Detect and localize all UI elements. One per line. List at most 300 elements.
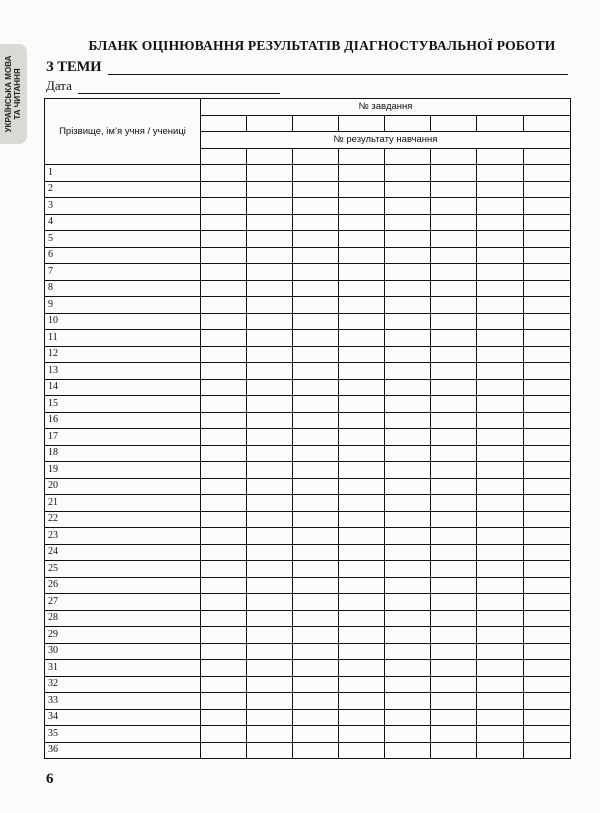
score-cell[interactable] [477,280,524,297]
student-name-cell[interactable] [45,214,201,231]
score-cell[interactable] [477,660,524,677]
student-name-cell[interactable] [45,643,201,660]
score-cell[interactable] [201,346,247,363]
score-cell[interactable] [293,478,339,495]
score-cell[interactable] [524,742,571,759]
score-cell[interactable] [431,198,477,215]
score-cell[interactable] [201,544,247,561]
score-cell[interactable] [431,478,477,495]
score-cell[interactable] [293,445,339,462]
task-number-cell[interactable] [339,115,385,132]
score-cell[interactable] [339,742,385,759]
score-cell[interactable] [293,709,339,726]
score-cell[interactable] [477,709,524,726]
score-cell[interactable] [247,445,293,462]
score-cell[interactable] [477,693,524,710]
score-cell[interactable] [247,742,293,759]
score-cell[interactable] [293,214,339,231]
score-cell[interactable] [477,742,524,759]
score-cell[interactable] [431,363,477,380]
score-cell[interactable] [293,247,339,264]
score-cell[interactable] [339,495,385,512]
score-cell[interactable] [201,627,247,644]
score-cell[interactable] [431,726,477,743]
score-cell[interactable] [201,181,247,198]
score-cell[interactable] [339,643,385,660]
score-cell[interactable] [293,231,339,248]
score-cell[interactable] [385,726,431,743]
score-cell[interactable] [431,709,477,726]
score-cell[interactable] [477,495,524,512]
score-cell[interactable] [293,726,339,743]
task-number-cell[interactable] [431,115,477,132]
score-cell[interactable] [524,693,571,710]
result-number-cell[interactable] [477,148,524,165]
score-cell[interactable] [385,528,431,545]
score-cell[interactable] [477,643,524,660]
score-cell[interactable] [524,726,571,743]
result-number-cell[interactable] [247,148,293,165]
result-number-cell[interactable] [339,148,385,165]
score-cell[interactable] [385,627,431,644]
score-cell[interactable] [339,346,385,363]
score-cell[interactable] [385,264,431,281]
score-cell[interactable] [524,495,571,512]
student-name-cell[interactable] [45,412,201,429]
score-cell[interactable] [431,742,477,759]
student-name-cell[interactable] [45,346,201,363]
task-number-cell[interactable] [247,115,293,132]
score-cell[interactable] [293,198,339,215]
score-cell[interactable] [293,693,339,710]
score-cell[interactable] [431,627,477,644]
score-cell[interactable] [385,511,431,528]
score-cell[interactable] [431,660,477,677]
score-cell[interactable] [201,363,247,380]
score-cell[interactable] [293,264,339,281]
score-cell[interactable] [477,429,524,446]
score-cell[interactable] [477,594,524,611]
score-cell[interactable] [339,676,385,693]
score-cell[interactable] [431,247,477,264]
score-cell[interactable] [201,412,247,429]
student-name-cell[interactable] [45,511,201,528]
topic-field[interactable] [46,59,568,77]
score-cell[interactable] [385,610,431,627]
task-number-cell[interactable] [293,115,339,132]
score-cell[interactable] [339,396,385,413]
score-cell[interactable] [477,247,524,264]
score-cell[interactable] [247,214,293,231]
score-cell[interactable] [201,693,247,710]
score-cell[interactable] [431,297,477,314]
score-cell[interactable] [201,379,247,396]
score-cell[interactable] [201,280,247,297]
student-name-cell[interactable] [45,247,201,264]
score-cell[interactable] [431,577,477,594]
score-cell[interactable] [293,495,339,512]
score-cell[interactable] [293,363,339,380]
score-cell[interactable] [201,594,247,611]
score-cell[interactable] [477,264,524,281]
student-name-cell[interactable] [45,363,201,380]
score-cell[interactable] [247,676,293,693]
student-name-cell[interactable] [45,544,201,561]
date-field[interactable] [46,78,280,96]
score-cell[interactable] [524,346,571,363]
score-cell[interactable] [385,214,431,231]
score-cell[interactable] [339,627,385,644]
score-cell[interactable] [477,363,524,380]
score-cell[interactable] [247,693,293,710]
score-cell[interactable] [201,429,247,446]
score-cell[interactable] [477,445,524,462]
score-cell[interactable] [524,511,571,528]
score-cell[interactable] [477,181,524,198]
score-cell[interactable] [431,528,477,545]
score-cell[interactable] [293,742,339,759]
score-cell[interactable] [339,181,385,198]
score-cell[interactable] [247,412,293,429]
score-cell[interactable] [247,198,293,215]
score-cell[interactable] [247,429,293,446]
score-cell[interactable] [477,528,524,545]
student-name-cell[interactable] [45,709,201,726]
score-cell[interactable] [247,643,293,660]
score-cell[interactable] [477,330,524,347]
score-cell[interactable] [477,165,524,182]
score-cell[interactable] [201,330,247,347]
score-cell[interactable] [293,511,339,528]
score-cell[interactable] [524,627,571,644]
score-cell[interactable] [524,264,571,281]
score-cell[interactable] [339,247,385,264]
score-cell[interactable] [431,313,477,330]
score-cell[interactable] [247,363,293,380]
score-cell[interactable] [524,412,571,429]
score-cell[interactable] [201,528,247,545]
score-cell[interactable] [247,346,293,363]
score-cell[interactable] [293,297,339,314]
student-name-cell[interactable] [45,181,201,198]
score-cell[interactable] [247,610,293,627]
score-cell[interactable] [385,544,431,561]
score-cell[interactable] [339,462,385,479]
student-name-cell[interactable] [45,264,201,281]
student-name-cell[interactable] [45,594,201,611]
score-cell[interactable] [339,198,385,215]
task-number-cell[interactable] [385,115,431,132]
score-cell[interactable] [477,231,524,248]
student-name-cell[interactable] [45,231,201,248]
score-cell[interactable] [293,643,339,660]
score-cell[interactable] [524,643,571,660]
score-cell[interactable] [247,478,293,495]
score-cell[interactable] [339,330,385,347]
score-cell[interactable] [385,478,431,495]
score-cell[interactable] [201,231,247,248]
student-name-cell[interactable] [45,297,201,314]
result-number-cell[interactable] [293,148,339,165]
score-cell[interactable] [477,561,524,578]
score-cell[interactable] [247,726,293,743]
student-name-cell[interactable] [45,429,201,446]
score-cell[interactable] [339,544,385,561]
score-cell[interactable] [477,214,524,231]
score-cell[interactable] [385,594,431,611]
score-cell[interactable] [247,330,293,347]
score-cell[interactable] [247,561,293,578]
score-cell[interactable] [201,478,247,495]
score-cell[interactable] [247,528,293,545]
score-cell[interactable] [477,726,524,743]
score-cell[interactable] [293,594,339,611]
score-cell[interactable] [524,247,571,264]
score-cell[interactable] [339,709,385,726]
student-name-cell[interactable] [45,396,201,413]
score-cell[interactable] [247,396,293,413]
date-underline[interactable] [78,93,280,94]
score-cell[interactable] [339,610,385,627]
score-cell[interactable] [339,412,385,429]
student-name-cell[interactable] [45,165,201,182]
score-cell[interactable] [339,231,385,248]
score-cell[interactable] [477,544,524,561]
score-cell[interactable] [339,528,385,545]
score-cell[interactable] [431,511,477,528]
student-name-cell[interactable] [45,478,201,495]
score-cell[interactable] [524,297,571,314]
score-cell[interactable] [201,561,247,578]
score-cell[interactable] [247,313,293,330]
score-cell[interactable] [385,396,431,413]
student-name-cell[interactable] [45,198,201,215]
score-cell[interactable] [431,379,477,396]
score-cell[interactable] [431,561,477,578]
score-cell[interactable] [431,214,477,231]
score-cell[interactable] [385,363,431,380]
score-cell[interactable] [477,462,524,479]
score-cell[interactable] [247,709,293,726]
score-cell[interactable] [477,478,524,495]
student-name-cell[interactable] [45,693,201,710]
student-name-cell[interactable] [45,313,201,330]
score-cell[interactable] [477,511,524,528]
score-cell[interactable] [385,412,431,429]
score-cell[interactable] [293,330,339,347]
score-cell[interactable] [293,577,339,594]
score-cell[interactable] [524,445,571,462]
task-number-cell[interactable] [477,115,524,132]
student-name-cell[interactable] [45,742,201,759]
score-cell[interactable] [339,165,385,182]
score-cell[interactable] [524,594,571,611]
score-cell[interactable] [385,297,431,314]
score-cell[interactable] [201,462,247,479]
score-cell[interactable] [201,445,247,462]
result-number-cell[interactable] [431,148,477,165]
student-name-cell[interactable] [45,445,201,462]
task-number-cell[interactable] [524,115,571,132]
score-cell[interactable] [293,627,339,644]
score-cell[interactable] [431,231,477,248]
student-name-cell[interactable] [45,627,201,644]
score-cell[interactable] [477,379,524,396]
score-cell[interactable] [524,363,571,380]
score-cell[interactable] [247,660,293,677]
score-cell[interactable] [524,214,571,231]
score-cell[interactable] [431,462,477,479]
score-cell[interactable] [385,165,431,182]
score-cell[interactable] [339,363,385,380]
score-cell[interactable] [524,660,571,677]
student-name-cell[interactable] [45,330,201,347]
score-cell[interactable] [247,495,293,512]
score-cell[interactable] [385,495,431,512]
score-cell[interactable] [293,528,339,545]
score-cell[interactable] [247,165,293,182]
score-cell[interactable] [431,330,477,347]
score-cell[interactable] [247,627,293,644]
score-cell[interactable] [385,643,431,660]
score-cell[interactable] [431,544,477,561]
score-cell[interactable] [247,379,293,396]
score-cell[interactable] [385,247,431,264]
score-cell[interactable] [524,280,571,297]
score-cell[interactable] [524,478,571,495]
score-cell[interactable] [339,594,385,611]
score-cell[interactable] [339,313,385,330]
score-cell[interactable] [477,627,524,644]
score-cell[interactable] [293,280,339,297]
score-cell[interactable] [339,445,385,462]
student-name-cell[interactable] [45,726,201,743]
task-number-cell[interactable] [201,115,247,132]
score-cell[interactable] [293,561,339,578]
score-cell[interactable] [385,742,431,759]
score-cell[interactable] [339,660,385,677]
score-cell[interactable] [201,313,247,330]
score-cell[interactable] [293,313,339,330]
score-cell[interactable] [247,181,293,198]
score-cell[interactable] [293,544,339,561]
score-cell[interactable] [385,660,431,677]
score-cell[interactable] [293,412,339,429]
score-cell[interactable] [201,511,247,528]
score-cell[interactable] [339,297,385,314]
score-cell[interactable] [385,577,431,594]
score-cell[interactable] [477,610,524,627]
student-name-cell[interactable] [45,495,201,512]
student-name-cell[interactable] [45,528,201,545]
score-cell[interactable] [293,676,339,693]
score-cell[interactable] [339,577,385,594]
score-cell[interactable] [524,561,571,578]
score-cell[interactable] [247,280,293,297]
score-cell[interactable] [431,346,477,363]
score-cell[interactable] [293,379,339,396]
score-cell[interactable] [431,396,477,413]
student-name-cell[interactable] [45,280,201,297]
student-name-cell[interactable] [45,577,201,594]
score-cell[interactable] [477,198,524,215]
score-cell[interactable] [201,577,247,594]
score-cell[interactable] [201,198,247,215]
score-cell[interactable] [524,181,571,198]
score-cell[interactable] [524,379,571,396]
score-cell[interactable] [385,462,431,479]
score-cell[interactable] [293,396,339,413]
student-name-cell[interactable] [45,561,201,578]
score-cell[interactable] [385,693,431,710]
student-name-cell[interactable] [45,379,201,396]
score-cell[interactable] [247,544,293,561]
score-cell[interactable] [339,264,385,281]
score-cell[interactable] [524,709,571,726]
score-cell[interactable] [201,676,247,693]
score-cell[interactable] [385,561,431,578]
score-cell[interactable] [524,231,571,248]
score-cell[interactable] [293,181,339,198]
score-cell[interactable] [201,247,247,264]
student-name-cell[interactable] [45,462,201,479]
score-cell[interactable] [524,528,571,545]
score-cell[interactable] [339,726,385,743]
score-cell[interactable] [524,198,571,215]
score-cell[interactable] [201,660,247,677]
score-cell[interactable] [431,412,477,429]
score-cell[interactable] [524,462,571,479]
score-cell[interactable] [339,693,385,710]
score-cell[interactable] [201,264,247,281]
score-cell[interactable] [431,264,477,281]
score-cell[interactable] [385,181,431,198]
score-cell[interactable] [247,594,293,611]
score-cell[interactable] [293,610,339,627]
score-cell[interactable] [524,165,571,182]
score-cell[interactable] [339,429,385,446]
score-cell[interactable] [293,346,339,363]
score-cell[interactable] [385,346,431,363]
score-cell[interactable] [385,709,431,726]
score-cell[interactable] [524,313,571,330]
score-cell[interactable] [247,231,293,248]
score-cell[interactable] [247,297,293,314]
topic-underline[interactable] [108,74,568,75]
score-cell[interactable] [201,709,247,726]
score-cell[interactable] [477,676,524,693]
score-cell[interactable] [431,165,477,182]
score-cell[interactable] [247,462,293,479]
score-cell[interactable] [431,495,477,512]
score-cell[interactable] [385,379,431,396]
score-cell[interactable] [385,429,431,446]
score-cell[interactable] [431,693,477,710]
score-cell[interactable] [201,214,247,231]
student-name-cell[interactable] [45,660,201,677]
student-name-cell[interactable] [45,610,201,627]
score-cell[interactable] [385,330,431,347]
result-number-cell[interactable] [201,148,247,165]
score-cell[interactable] [431,280,477,297]
score-cell[interactable] [339,214,385,231]
student-name-cell[interactable] [45,676,201,693]
score-cell[interactable] [339,379,385,396]
score-cell[interactable] [201,643,247,660]
score-cell[interactable] [247,577,293,594]
result-number-cell[interactable] [385,148,431,165]
score-cell[interactable] [247,511,293,528]
